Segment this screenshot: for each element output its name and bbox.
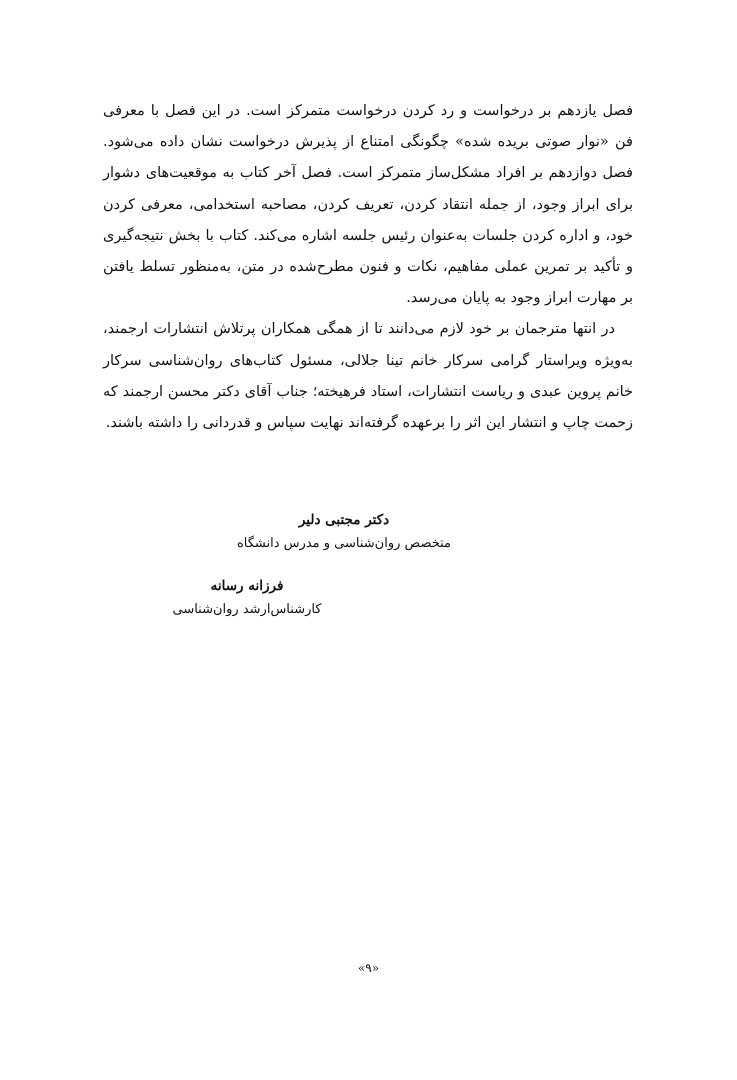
translator-title: متخصص روان‌شناسی و مدرس دانشگاه xyxy=(236,536,451,551)
paragraph-chapter-summary: فصل یازدهم بر درخواست و رد کردن درخواست متمرکز است. در این فصل با معرفی فن «نوار صوتی بریده شده» چگونگی امتناع از پذیرش درخواست نشان داده می‌شود. فصل دوازدهم بر افراد مشکل‌ساز متمرکز است. فصل آخر کتاب به موقعیت‌های دشوار برای ابراز وجود، از جمله انتقاد کردن، تعریف کردن، مصاحبه استخدامی، معرفی کردن خود، و اداره کردن جلسات به‌عنوان رئیس جلسه اشاره می‌کند. کتاب با بخش نتیجه‌گیری و تأکید بر تمرین عملی مفاهیم، نکات و فنون مطرح‌شده در متن، به‌منظور تسلط یافتن بر مهارت ابراز وجود به پایان می‌رسد. xyxy=(103,103,633,307)
paragraph-acknowledgements: در انتها مترجمان بر خود لازم می‌دانند تا از همگی همکاران پرتلاش انتشارات ارجمند، به‌ویژه ویراستار گرامی سرکار خانم تینا جلالی، مسئول کتاب‌های روان‌شناسی سرکار خانم پروین عبدی و ریاست انتشارات، استاد فرهیخته؛ جناب آقای دکتر محسن ارجمند که زحمت چاپ و انتشار این اثر را برعهده گرفته‌اند نهایت سپاس و قدردانی را داشته باشند. xyxy=(103,321,633,432)
body-text xyxy=(103,96,633,439)
signature-translator-1 xyxy=(204,508,484,556)
signature-translator-2 xyxy=(107,574,387,622)
translator-title: کارشناس‌ارشد روان‌شناسی xyxy=(172,602,322,617)
translator-name: فرزانه رسانه xyxy=(210,578,284,594)
page-number: «۹» xyxy=(357,961,380,975)
translator-name: دکتر مجتبی دلیر xyxy=(298,512,390,528)
